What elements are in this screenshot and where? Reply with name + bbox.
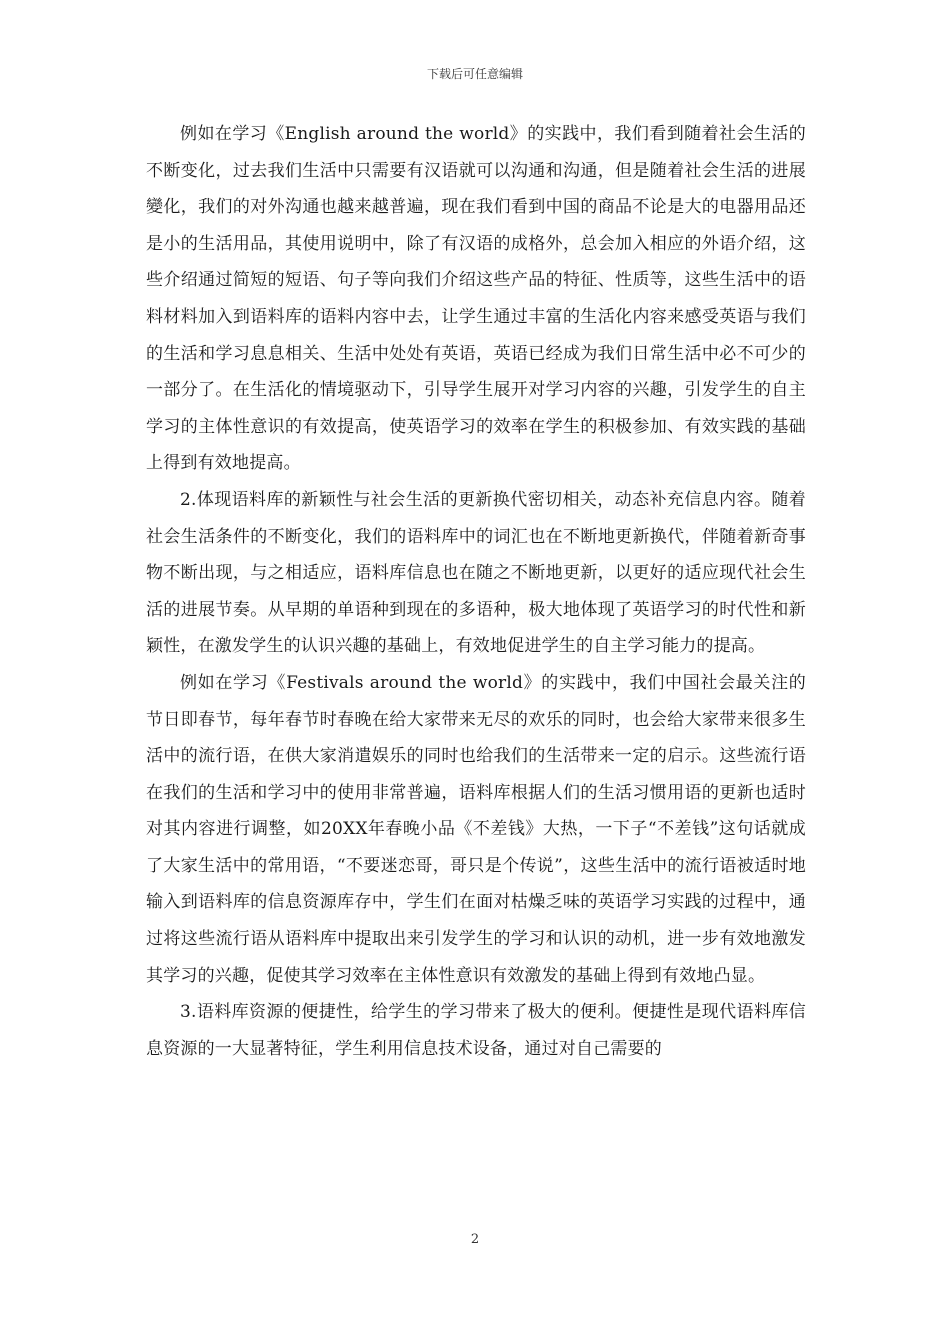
page-header: 下载后可任意编辑 — [426, 67, 523, 81]
paragraph-english-around-the-world: 例如在学习《English around the world》的实践中，我们看到随着社会生活的不断变化，过去我们生活中只需要有汉语就可以沟通和沟通，但是随着社会生活的进展變化，我们的对外沟通也越来越普遍，现在我们看到中国的商品不论是大的电器用品还是小的生活用品，其使用说明中，除了有汉语的成格外，总会加入相应的外语介绍，这些介绍通过简短的短语、句子等向我们介绍这些产品的特征、性质等，这些生活中的语料材料加入到语料库的语料内容中去，让学生通过丰富的生活化内容来感受英语与我们的生活和学习息息相关、生活中处处有英语，英语已经成为我们日常生活中必不可少的一部分了。在生活化的情境驱动下，引导学生展开对学习内容的兴趣，引发学生的自主学习的主体性意识的有效提高，使英语学习的效率在学生的积极参加、有效实践的基础上得到有效地提高。 — [146, 124, 806, 474]
page-number: 2 — [470, 1232, 480, 1247]
document-body — [146, 116, 806, 1067]
paragraph-point-3-convenience: 3.语料库资源的便捷性，给学生的学习带来了极大的便利。便捷性是现代语料库信息资源的一大显著特征，学生利用信息技术设备，通过对自己需要的 — [146, 1002, 806, 1059]
paragraph-point-2-novelty: 2.体现语料库的新颖性与社会生活的更新换代密切相关，动态补充信息内容。随着社会生活条件的不断变化，我们的语料库中的词汇也在不断地更新换代，伴随着新奇事物不断出现，与之相适应，语料库信息也在随之不断地更新，以更好的适应现代社会生活的进展节奏。从早期的单语种到现在的多语种，极大地体现了英语学习的时代性和新颖性，在激发学生的认识兴趣的基础上，有效地促进学生的自主学习能力的提高。 — [146, 489, 806, 657]
paragraph-festivals-around-the-world: 例如在学习《Festivals around the world》的实践中，我们中国社会最关注的节日即春节，每年春节时春晚在给大家带来无尽的欢乐的同时，也会给大家带来很多生活中的流行语，在供大家消遣娱乐的同时也给我们的生活带来一定的启示。这些流行语在我们的生活和学习中的使用非常普遍，语料库根据人们的生活习惯用语的更新也适时对其内容进行调整，如20XX年春晚小品《不差钱》大热，一下子“不差钱”这句话就成了大家生活中的常用语，“不要迷恋哥，哥只是个传说”，这些生活中的流行语被适时地输入到语料库的信息资源库存中，学生们在面对枯燥乏味的英语学习实践的过程中，通过将这些流行语从语料库中提取出来引发学生的学习和认识的动机，进一步有效地激发其学习的兴趣，促使其学习效率在主体性意识有效激发的基础上得到有效地凸显。 — [146, 672, 806, 986]
